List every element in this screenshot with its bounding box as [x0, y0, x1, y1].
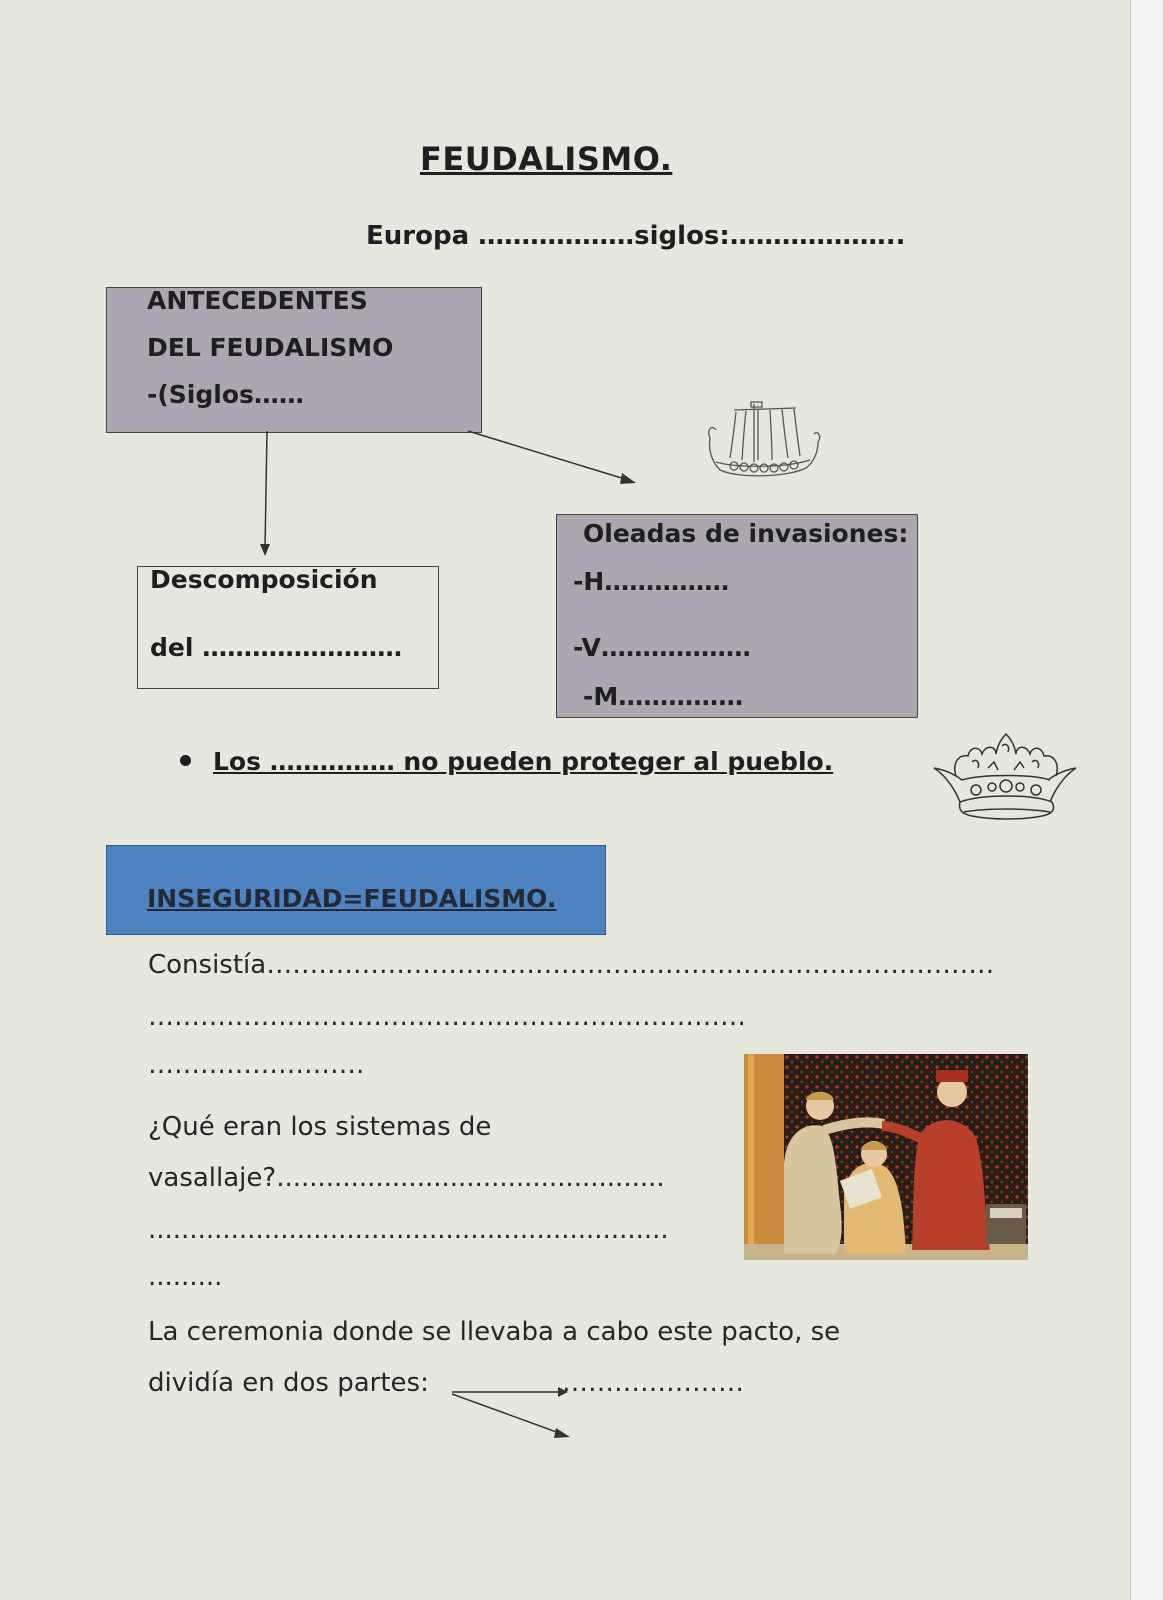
consistia-line-1: Consistía………………………………………………………………………… — [148, 950, 995, 980]
descomposicion-line-1: Descomposición — [150, 565, 378, 594]
invasiones-m: -M…………… — [583, 682, 744, 711]
antecedentes-line-3: -(Siglos…… — [147, 380, 304, 409]
ceremonia-line-2: dividía en dos partes: — [148, 1368, 429, 1398]
invasiones-v: -V……………… — [573, 633, 751, 662]
consistia-line-3: ……………………. — [148, 1050, 365, 1080]
descomposicion-box — [137, 566, 439, 689]
viking-ship-icon — [706, 400, 826, 495]
bullet-line — [180, 747, 833, 776]
invasiones-box — [556, 514, 918, 718]
vassalage-ceremony-image — [744, 1054, 1028, 1260]
descomposicion-line-2: del …………………… — [150, 633, 403, 662]
inseguridad-box — [106, 845, 606, 935]
vasallaje-line-4: ......... — [148, 1262, 223, 1292]
ceremonia-line-1: La ceremonia donde se llevaba a cabo este pacto, se — [148, 1317, 841, 1347]
bullet-text: Los …………… no pueden proteger al pueblo. — [213, 747, 834, 776]
ceremonia-blank: ………………… — [562, 1368, 744, 1398]
antecedentes-box — [106, 287, 482, 433]
page-edge — [1130, 0, 1163, 1600]
crown-icon — [932, 732, 1082, 827]
vasallaje-line-3: ............................................................... — [148, 1215, 669, 1245]
europa-line: Europa ………………siglos:……………….. — [366, 221, 906, 251]
arrow-down — [258, 431, 278, 561]
arrow-right — [468, 431, 648, 491]
inseguridad-text: INSEGURIDAD=FEUDALISMO. — [147, 884, 557, 913]
invasiones-h: -H…………… — [573, 567, 730, 596]
invasiones-heading: Oleadas de invasiones: — [583, 519, 909, 548]
vasallaje-line-1: ¿Qué eran los sistemas de — [148, 1112, 492, 1142]
consistia-line-2: …………………………………………………………… — [148, 1002, 746, 1032]
vasallaje-line-2: vasallaje?............................................... — [148, 1163, 665, 1193]
antecedentes-line-2: DEL FEUDALISMO — [147, 333, 394, 362]
antecedentes-line-1: ANTECEDENTES — [147, 286, 368, 315]
bullet-dot — [180, 755, 191, 766]
page-title: FEUDALISMO. — [420, 140, 673, 178]
